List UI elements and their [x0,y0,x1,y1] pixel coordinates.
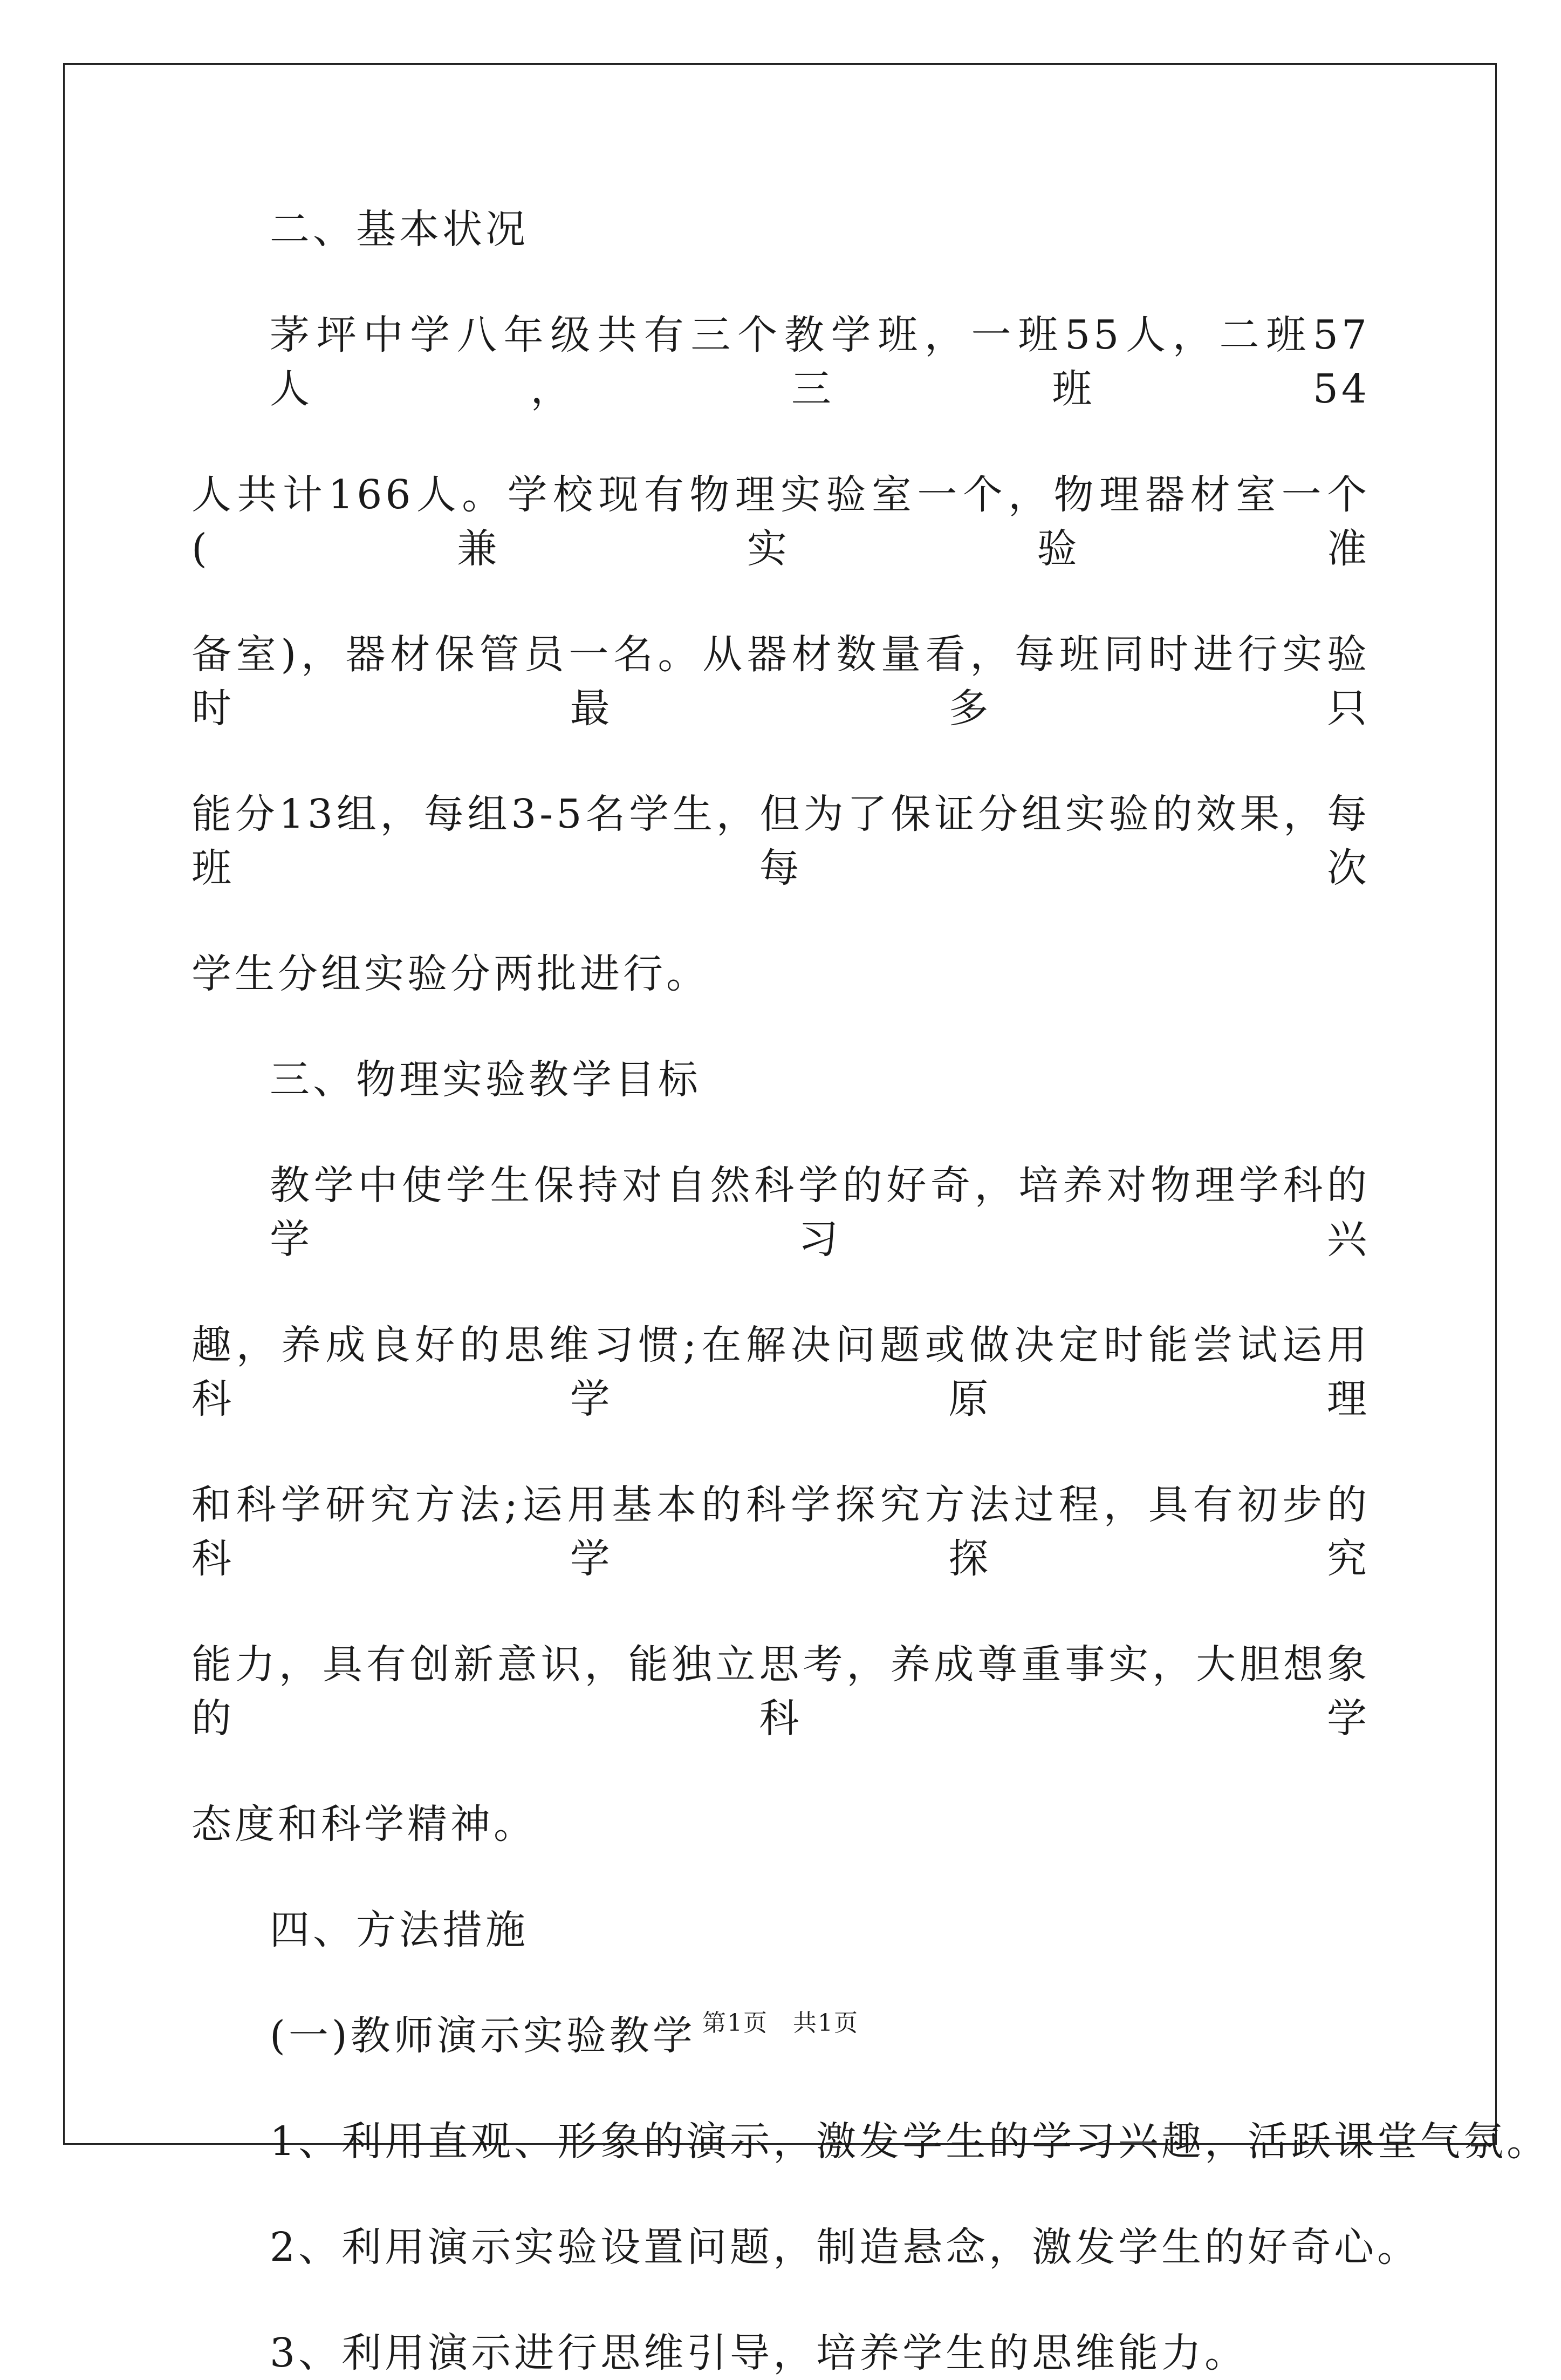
list-item: 1、利用直观、形象的演示，激发学生的学习兴趣，活跃课堂气氛。 [270,2118,1550,2165]
paragraph-line: 人共计166人。学校现有物理实验室一个，物理器材室一个(兼实验准 [191,472,1370,572]
paragraph-line: 能分13组，每组3-5名学生，但为了保证分组实验的效果，每班每次 [191,791,1370,891]
paragraph-line: 态度和科学精神。 [191,1801,537,1847]
page-footer [0,2007,1561,2040]
page-number: 第1页 [702,2009,768,2037]
paragraph-line: 学生分组实验分两批进行。 [191,951,709,997]
paragraph-line: 趣，养成良好的思维习惯;在解决问题或做决定时能尝试运用科学原理 [191,1322,1370,1422]
paragraph-line: 茅坪中学八年级共有三个教学班，一班55人，二班57人，三班54 [270,312,1370,412]
paragraph-line: 和科学研究方法;运用基本的科学探究方法过程，具有初步的科学探究 [191,1482,1370,1582]
section-heading-methods: 四、方法措施 [270,1907,529,1953]
paragraph-line: 备室)，器材保管员一名。从器材数量看，每班同时进行实验时最多只 [191,631,1370,732]
list-item: 3、利用演示进行思维引导，培养学生的思维能力。 [270,2330,1248,2376]
section-heading-basic-status: 二、基本状况 [270,206,529,253]
section-heading-goals: 三、物理实验教学目标 [270,1056,701,1103]
paragraph-line: 能力，具有创新意识，能独立思考，养成尊重事实，大胆想象的科学 [191,1641,1370,1742]
page-total: 共1页 [793,2009,859,2037]
document-body [191,202,1550,2380]
subsection-heading-demo: (一)教师演示实验教学 [270,2013,696,2059]
list-item: 2、利用演示实验设置问题，制造悬念，激发学生的好奇心。 [270,2224,1421,2270]
paragraph-line: 教学中使学生保持对自然科学的好奇，培养对物理学科的学习兴 [270,1162,1370,1263]
